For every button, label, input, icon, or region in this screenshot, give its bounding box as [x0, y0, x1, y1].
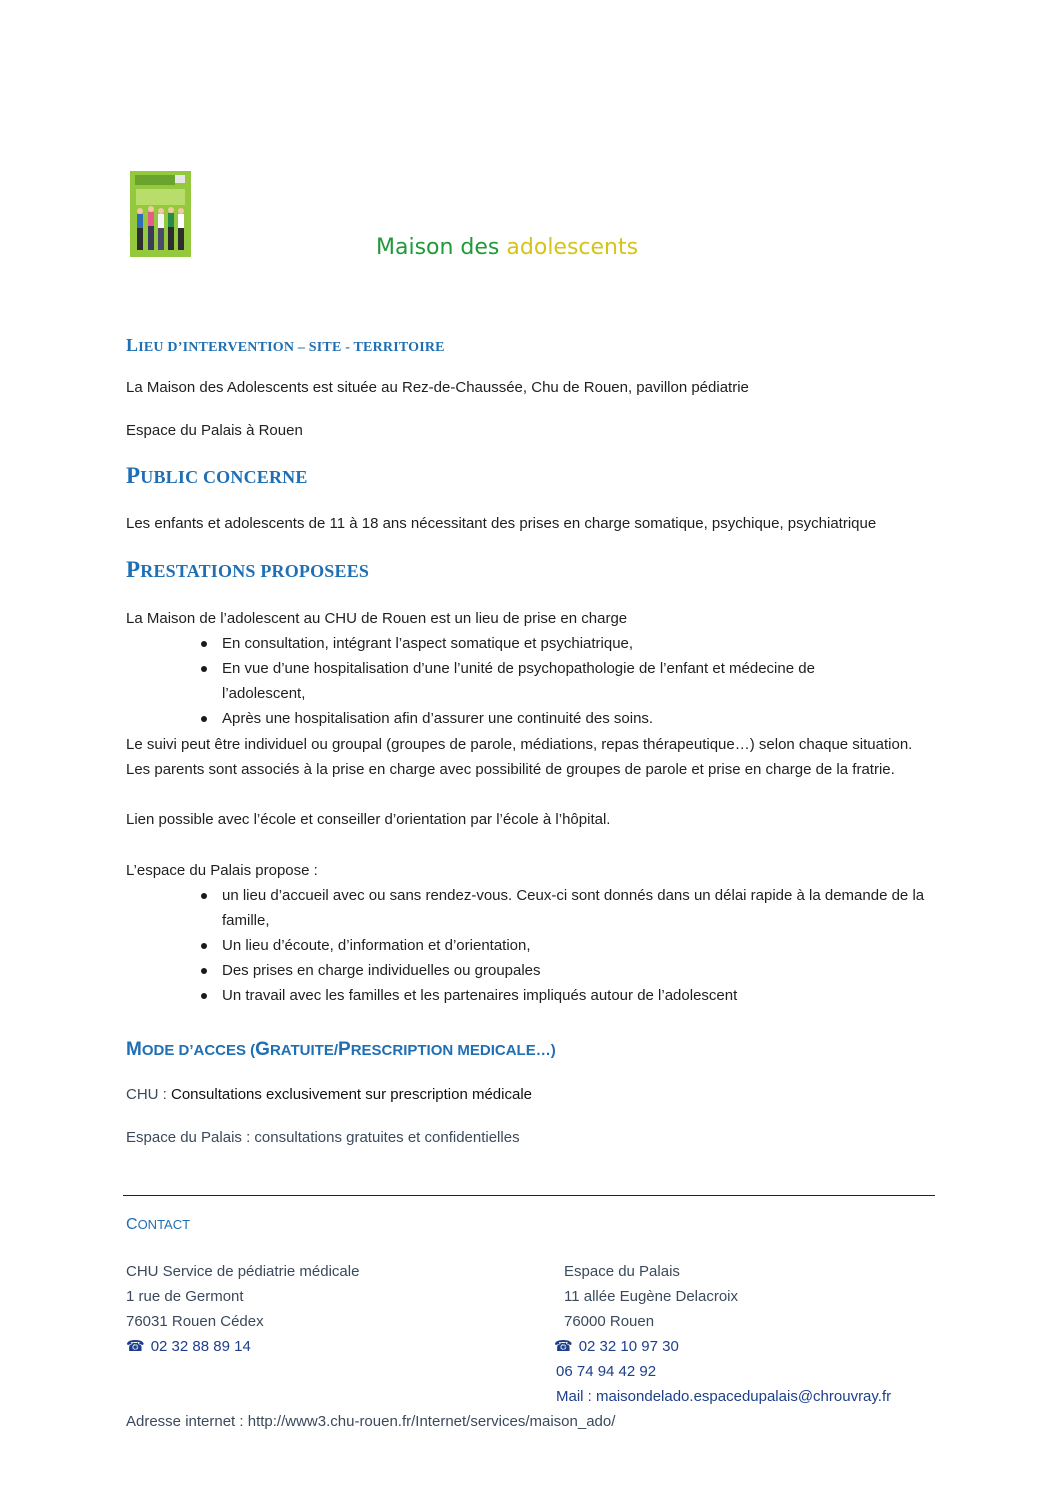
list-item: Un travail avec les familles et les partenaires impliqués autour de l’adolescent [126, 983, 932, 1008]
bullet-icon [201, 666, 207, 672]
brochure-logo-icon [130, 171, 191, 257]
contact-left-line-1: CHU Service de pédiatrie médicale [126, 1263, 360, 1280]
prestations-link-line: Lien possible avec l’école et conseiller d’orientation par l’école à l’hôpital. [126, 811, 611, 828]
page-title [376, 235, 638, 260]
palais-list [126, 883, 932, 1008]
title-part-2: adolescents [506, 235, 639, 260]
bullet-icon [201, 893, 207, 899]
list-item: un lieu d’accueil avec ou sans rendez-vous. Ceux-ci sont donnés dans un délai rapide à la demande de la famille, [126, 883, 932, 933]
list-item: En consultation, intégrant l’aspect somatique et psychiatrique, [126, 631, 932, 656]
contact-left-phone: ☎ 02 32 88 89 14 [126, 1334, 359, 1359]
contact-right-line-2: 11 allée Eugène Delacroix [564, 1288, 739, 1305]
list-item: Des prises en charge individuelles ou groupales [126, 958, 932, 983]
contact-left [126, 1259, 359, 1359]
telephone-icon: ☎ [126, 1338, 145, 1355]
title-part-1: Maison des [376, 235, 500, 260]
palais-intro: L’espace du Palais propose : [126, 862, 318, 879]
lieu-line-1: La Maison des Adolescents est située au Rez-de-Chaussée, Chu de Rouen, pavillon pédiatrie [126, 379, 749, 396]
heading-contact: CONTACT [126, 1216, 191, 1233]
heading-acces: MODE D’ACCES (GRATUITE/PRESCRIPTION MEDICALE…) [126, 1039, 556, 1060]
contact-left-line-3: 76031 Rouen Cédex [126, 1313, 264, 1330]
contact-right-line-3: 76000 Rouen [564, 1313, 655, 1330]
heading-prestations: PRESTATIONS PROPOSEES [126, 557, 370, 582]
list-item: Un lieu d’écoute, d’information et d’orientation, [126, 933, 932, 958]
prestations-intro: La Maison de l’adolescent au CHU de Rouen est un lieu de prise en charge [126, 610, 628, 627]
heading-lieu: LIEU D’INTERVENTION – SITE - TERRITOIRE [126, 335, 445, 355]
divider [123, 1195, 935, 1196]
contact-right-mail[interactable]: Mail : maisondelado.espacedupalais@chrouvray.fr [556, 1388, 892, 1405]
list-item: Après une hospitalisation afin d’assurer une continuité des soins. [126, 706, 932, 731]
bullet-icon [201, 716, 207, 722]
contact-right-line-1: Espace du Palais [564, 1263, 680, 1280]
contact-right-phone-2: 06 74 94 42 92 [556, 1363, 657, 1380]
lieu-line-2: Espace du Palais à Rouen [126, 422, 303, 439]
heading-public: PUBLIC CONCERNE [126, 463, 308, 488]
acces-chu: CHU : Consultations exclusivement sur prescription médicale [126, 1086, 532, 1103]
public-text: Les enfants et adolescents de 11 à 18 ans nécessitant des prises en charge somatique, psychique, psychiatrique [126, 515, 877, 532]
bullet-icon [201, 641, 207, 647]
bullet-icon [201, 993, 207, 999]
list-item: En vue d’une hospitalisation d’une l’unité de psychopathologie de l’enfant et médecine de l’adolescent, [126, 656, 882, 706]
contact-right [554, 1259, 891, 1409]
contact-right-phone: ☎ 02 32 10 97 30 [554, 1334, 891, 1359]
web-address[interactable]: Adresse internet : http://www3.chu-rouen.fr/Internet/services/maison_ado/ [126, 1413, 616, 1430]
brochure-logo [130, 171, 191, 257]
acces-palais: Espace du Palais : consultations gratuites et confidentielles [126, 1129, 520, 1146]
prestations-list [126, 631, 932, 731]
bullet-icon [201, 968, 207, 974]
telephone-icon: ☎ [554, 1338, 573, 1355]
contact-left-line-2: 1 rue de Germont [126, 1288, 244, 1305]
bullet-icon [201, 943, 207, 949]
prestations-paragraph: Le suivi peut être individuel ou groupal (groupes de parole, médiations, repas thérapeutique…) selon chaque situation. Les parents sont associés à la prise en charge avec possibilité de groupes de parole et prise en charge de la fratrie. [126, 736, 913, 778]
